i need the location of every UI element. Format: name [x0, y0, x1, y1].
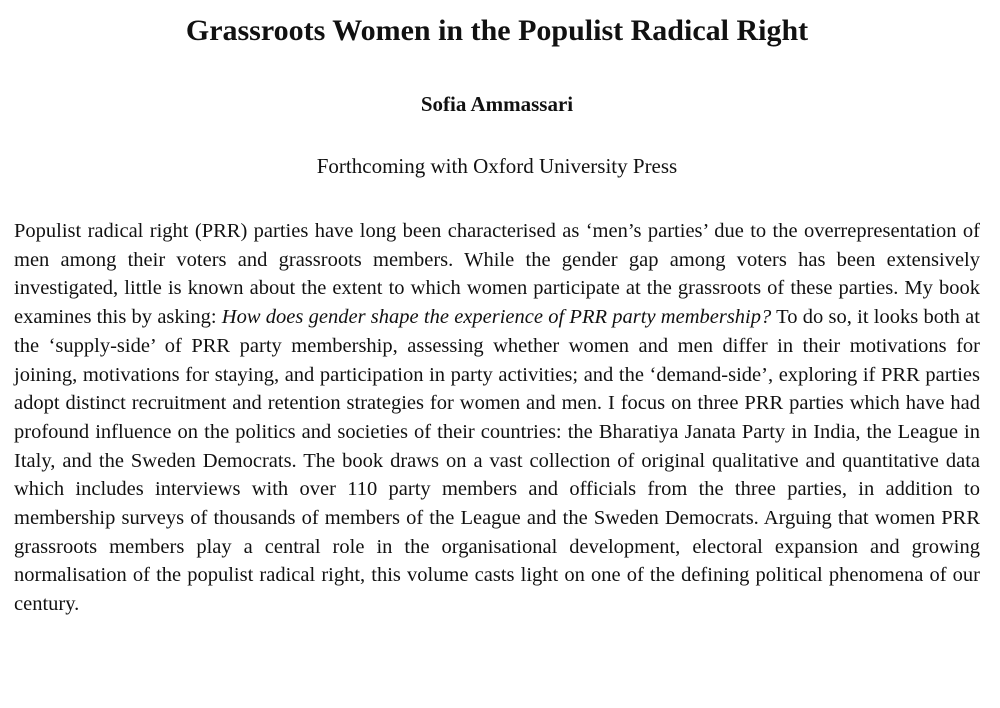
research-question: How does gender shape the experience of PRR party membership? — [221, 306, 772, 329]
publication-status: Forthcoming with Oxford University Press — [316, 154, 678, 178]
abstract-text-intro: Populist radical right (PRR) parties have long been characterised as ‘men’s parties’ due to the overrepresentation of men among their voters and grassroots members. While the gender gap among voters has been extensively investigated, little is known about the extent to which women participate at the grassroots of these parties. My book examines this by asking: — [14, 220, 980, 329]
abstract-text-body: To do so, it looks both at the ‘supply-side’ of PRR party membership, assessing whether women and men differ in their motivations for joining, motivations for staying, and participation in party activities; and the ‘demand-side’, exploring if PRR parties adopt distinct recruitment and retention strategies for women and men. I focus on three PRR parties which have had profound influence on the politics and societies of their countries: the Bharatiya Janata Party in India, the League in Italy, and the Sweden Democrats. The book draws on a vast collection of original qualitative and quantitative data which includes interviews with over 110 party members and officials from the three parties, in addition to membership surveys of thousands of members of the League and the Sweden Democrats. Arguing that women PRR grassroots members play a central role in the organisational development, electoral expansion and growing normalisation of the populist radical right, this volume casts light on one of the defining political phenomena of our century. — [14, 306, 980, 616]
document-title: Grassroots Women in the Populist Radical Right — [185, 14, 809, 47]
abstract-paragraph — [14, 217, 980, 619]
author-name: Sofia Ammassari — [420, 92, 574, 116]
